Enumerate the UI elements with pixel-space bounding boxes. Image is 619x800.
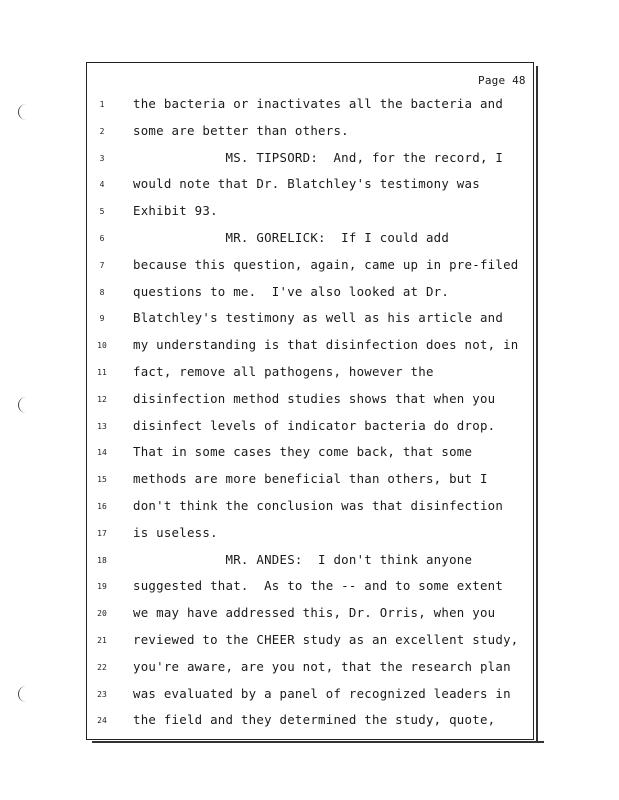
line-number: 22: [97, 662, 107, 672]
line-number: 18: [97, 555, 107, 565]
line-number: 17: [97, 528, 107, 538]
transcript-line: you're aware, are you not, that the research plan: [133, 658, 511, 674]
punch-hole-bottom: [18, 686, 29, 702]
transcript-line: disinfection method studies shows that when you: [133, 390, 496, 406]
transcript-line: don't think the conclusion was that disinfection: [133, 498, 504, 513]
transcript-line: Exhibit 93.: [133, 203, 218, 219]
line-number: 15: [97, 475, 107, 485]
line-number: 2: [99, 126, 105, 136]
transcript-line: methods are more beneficial than others, but I: [133, 471, 488, 487]
transcript-line: because this question, again, came up in pre-filed: [133, 256, 519, 272]
transcript-line: some are better than others.: [133, 122, 349, 138]
page-border-shadow-right: [536, 66, 538, 741]
transcript-line: MR. ANDES: I don't think anyone: [133, 551, 473, 567]
line-number: 7: [99, 260, 105, 270]
transcript-line: is useless.: [133, 524, 218, 540]
transcript-line: questions to me. I've also looked at Dr.: [133, 283, 450, 299]
line-number: 5: [99, 207, 105, 217]
transcript-line: MR. GORELICK: If I could add: [133, 230, 450, 245]
transcript-line: disinfect levels of indicator bacteria do drop.: [133, 417, 496, 433]
line-number: 3: [99, 153, 105, 163]
punch-hole-middle: [18, 397, 29, 413]
line-number: 12: [97, 394, 107, 404]
transcript-line: reviewed to the CHEER study as an excellent study,: [133, 632, 519, 647]
transcript-line: would note that Dr. Blatchley's testimony was: [133, 176, 480, 192]
line-number: 10: [97, 341, 107, 351]
transcript-line: Blatchley's testimony as well as his article and: [133, 310, 504, 326]
line-number: 8: [99, 287, 105, 297]
transcript-line: the bacteria or inactivates all the bacteria and: [133, 96, 504, 111]
transcript-line: we may have addressed this, Dr. Orris, when you: [133, 605, 496, 621]
line-number: 11: [97, 368, 107, 377]
line-number: 14: [97, 448, 107, 458]
line-number: 20: [97, 609, 107, 619]
transcript-line: MS. TIPSORD: And, for the record, I: [133, 149, 504, 165]
line-number: 16: [97, 502, 107, 511]
transcript-line: was evaluated by a panel of recognized leaders in: [133, 685, 511, 701]
line-number: 13: [97, 421, 107, 431]
transcript-line: fact, remove all pathogens, however the: [133, 364, 434, 379]
line-number: 19: [97, 582, 107, 592]
line-number: 9: [99, 314, 105, 324]
line-number: 6: [99, 234, 105, 243]
transcript-line: the field and they determined the study, quote,: [133, 712, 496, 728]
page-number: Page 48: [478, 74, 526, 87]
line-number: 4: [99, 180, 105, 190]
line-number: 23: [97, 689, 107, 699]
transcript-line: That in some cases they come back, that some: [133, 444, 473, 460]
line-number: 21: [97, 636, 107, 645]
punch-hole-top: [18, 104, 29, 120]
line-number: 24: [97, 716, 107, 726]
transcript-line: my understanding is that disinfection does not, in: [133, 337, 519, 353]
line-number: 1: [99, 100, 105, 109]
page-border-shadow-bottom: [92, 740, 544, 743]
transcript-line: suggested that. As to the -- and to some extent: [133, 578, 504, 594]
